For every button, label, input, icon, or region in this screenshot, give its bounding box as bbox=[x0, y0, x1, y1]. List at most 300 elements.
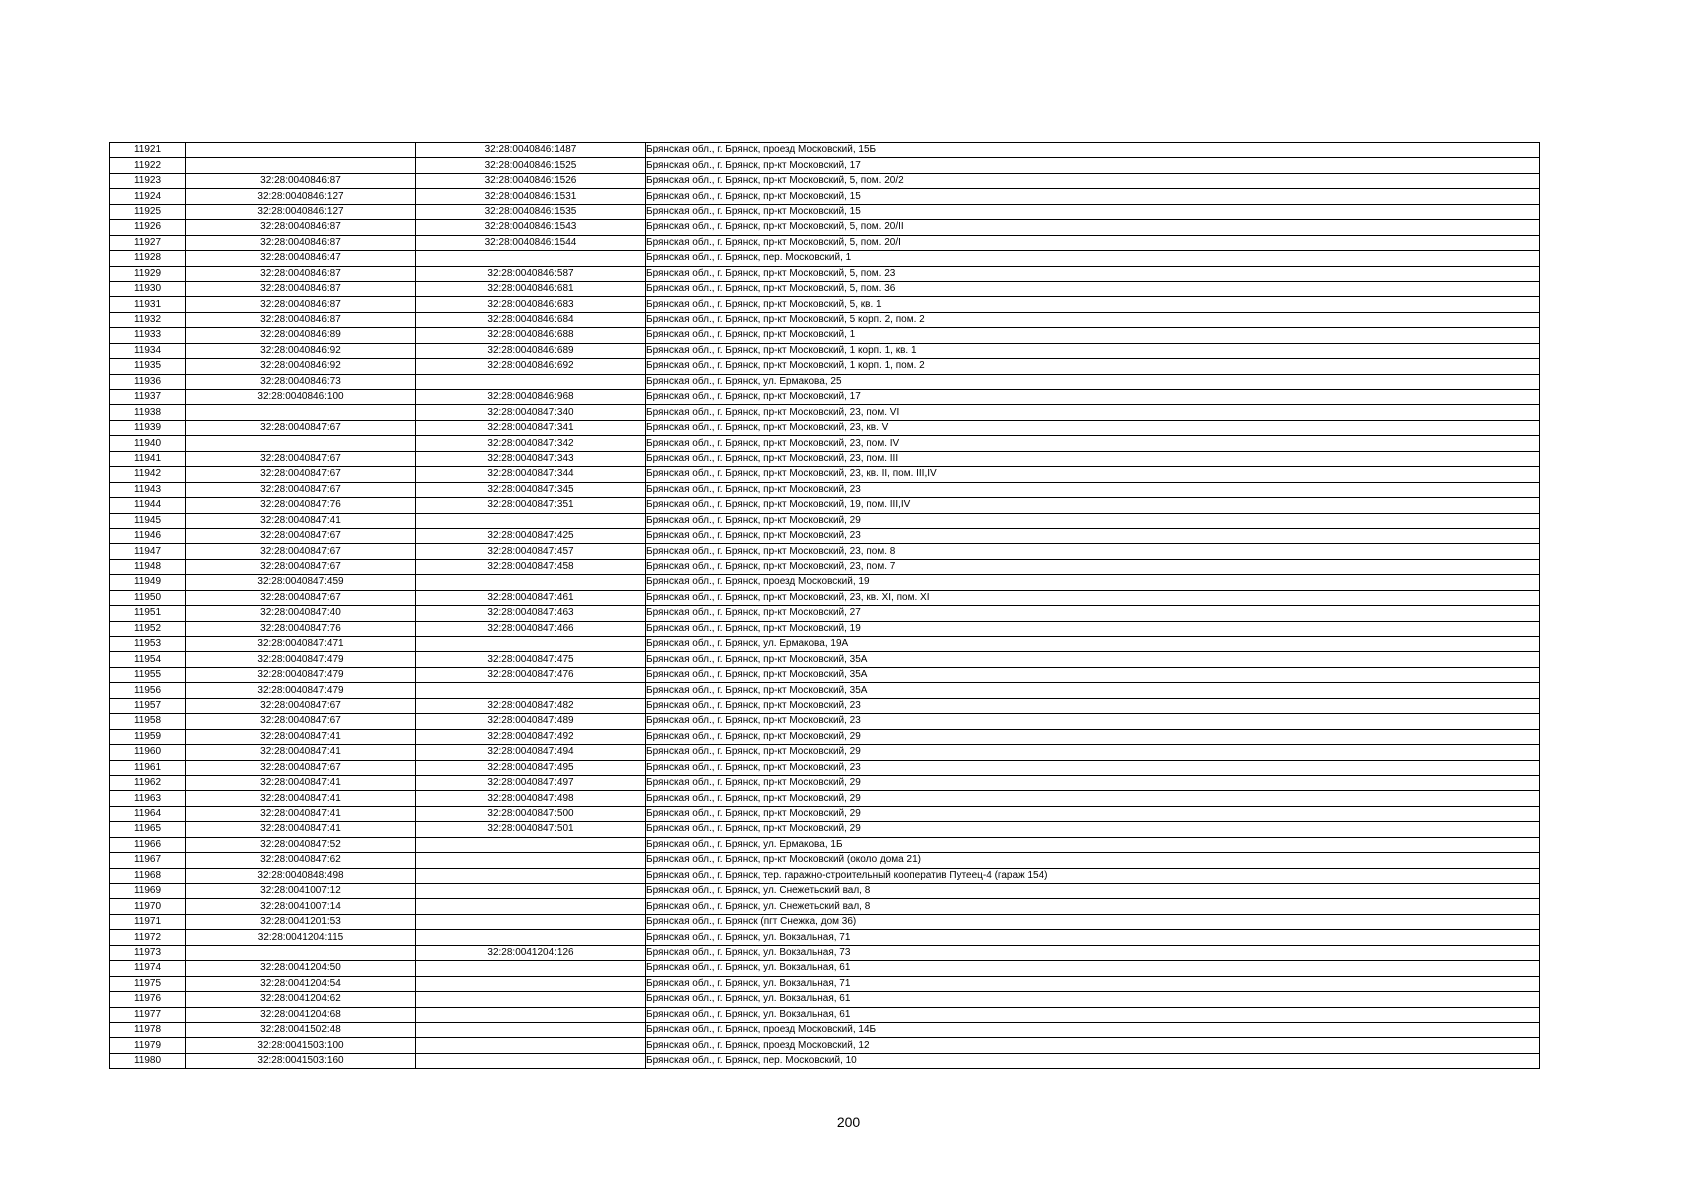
address-cell: Брянская обл., г. Брянск, пр-кт Московский, 23 bbox=[646, 528, 1540, 543]
cadastral-number-cell: 32:28:0040847:62 bbox=[186, 853, 416, 868]
row-number-cell: 11962 bbox=[110, 775, 186, 790]
cadastral-number-cell: 32:28:0040846:127 bbox=[186, 204, 416, 219]
address-cell: Брянская обл., г. Брянск, пр-кт Московский, 17 bbox=[646, 158, 1540, 173]
cadastral-number-cell: 32:28:0040847:459 bbox=[186, 575, 416, 590]
premises-cadastral-number-cell: 32:28:0040846:684 bbox=[416, 312, 646, 327]
cadastral-number-cell: 32:28:0041204:54 bbox=[186, 976, 416, 991]
address-cell: Брянская обл., г. Брянск, пр-кт Московский, 5 корп. 2, пом. 2 bbox=[646, 312, 1540, 327]
row-number-cell: 11944 bbox=[110, 498, 186, 513]
cadastral-number-cell: 32:28:0041502:48 bbox=[186, 1022, 416, 1037]
row-number-cell: 11978 bbox=[110, 1022, 186, 1037]
cadastral-number-cell: 32:28:0040847:67 bbox=[186, 760, 416, 775]
row-number-cell: 11964 bbox=[110, 806, 186, 821]
row-number-cell: 11969 bbox=[110, 884, 186, 899]
address-cell: Брянская обл., г. Брянск, проезд Московский, 14Б bbox=[646, 1022, 1540, 1037]
cadastral-number-cell: 32:28:0040848:498 bbox=[186, 868, 416, 883]
premises-cadastral-number-cell: 32:28:0040847:425 bbox=[416, 528, 646, 543]
table-row bbox=[110, 266, 1540, 281]
cadastral-number-cell: 32:28:0040847:67 bbox=[186, 714, 416, 729]
cadastral-number-cell: 32:28:0040847:67 bbox=[186, 528, 416, 543]
table-row bbox=[110, 621, 1540, 636]
address-cell: Брянская обл., г. Брянск, пр-кт Московский, 23, кв. II, пом. III,IV bbox=[646, 467, 1540, 482]
address-cell: Брянская обл., г. Брянск, пр-кт Московский, 29 bbox=[646, 806, 1540, 821]
table-row bbox=[110, 451, 1540, 466]
table-row bbox=[110, 637, 1540, 652]
table-row bbox=[110, 976, 1540, 991]
row-number-cell: 11952 bbox=[110, 621, 186, 636]
address-cell: Брянская обл., г. Брянск, ул. Вокзальная, 73 bbox=[646, 945, 1540, 960]
row-number-cell: 11932 bbox=[110, 312, 186, 327]
address-cell: Брянская обл., г. Брянск, пер. Московский, 10 bbox=[646, 1053, 1540, 1068]
table-row bbox=[110, 745, 1540, 760]
premises-cadastral-number-cell: 32:28:0040846:1531 bbox=[416, 189, 646, 204]
table-row bbox=[110, 652, 1540, 667]
row-number-cell: 11939 bbox=[110, 420, 186, 435]
cadastral-number-cell bbox=[186, 436, 416, 451]
address-cell: Брянская обл., г. Брянск, пр-кт Московский, 29 bbox=[646, 729, 1540, 744]
row-number-cell: 11934 bbox=[110, 343, 186, 358]
row-number-cell: 11921 bbox=[110, 143, 186, 158]
row-number-cell: 11971 bbox=[110, 914, 186, 929]
cadastral-number-cell: 32:28:0040847:67 bbox=[186, 467, 416, 482]
table-row bbox=[110, 482, 1540, 497]
premises-cadastral-number-cell: 32:28:0040847:345 bbox=[416, 482, 646, 497]
cadastral-number-cell: 32:28:0040846:47 bbox=[186, 251, 416, 266]
address-cell: Брянская обл., г. Брянск, ул. Вокзальная, 61 bbox=[646, 961, 1540, 976]
row-number-cell: 11926 bbox=[110, 220, 186, 235]
row-number-cell: 11979 bbox=[110, 1038, 186, 1053]
premises-cadastral-number-cell: 32:28:0040847:466 bbox=[416, 621, 646, 636]
registry-table-body bbox=[110, 143, 1540, 1069]
row-number-cell: 11977 bbox=[110, 1007, 186, 1022]
cadastral-number-cell: 32:28:0040847:41 bbox=[186, 806, 416, 821]
table-row bbox=[110, 251, 1540, 266]
cadastral-number-cell: 32:28:0041503:160 bbox=[186, 1053, 416, 1068]
cadastral-number-cell: 32:28:0040846:87 bbox=[186, 281, 416, 296]
table-row bbox=[110, 822, 1540, 837]
address-cell: Брянская обл., г. Брянск, пр-кт Московский, 23 bbox=[646, 714, 1540, 729]
cadastral-number-cell: 32:28:0040847:41 bbox=[186, 729, 416, 744]
table-row bbox=[110, 143, 1540, 158]
table-row bbox=[110, 775, 1540, 790]
premises-cadastral-number-cell: 32:28:0040846:688 bbox=[416, 328, 646, 343]
cadastral-number-cell: 32:28:0040846:89 bbox=[186, 328, 416, 343]
table-row bbox=[110, 837, 1540, 852]
table-row bbox=[110, 467, 1540, 482]
address-cell: Брянская обл., г. Брянск, проезд Московский, 15Б bbox=[646, 143, 1540, 158]
table-row bbox=[110, 204, 1540, 219]
premises-cadastral-number-cell bbox=[416, 837, 646, 852]
address-cell: Брянская обл., г. Брянск, пр-кт Московский, 5, пом. 23 bbox=[646, 266, 1540, 281]
row-number-cell: 11974 bbox=[110, 961, 186, 976]
premises-cadastral-number-cell: 32:28:0040847:475 bbox=[416, 652, 646, 667]
cadastral-number-cell bbox=[186, 158, 416, 173]
premises-cadastral-number-cell: 32:28:0040846:968 bbox=[416, 390, 646, 405]
table-row bbox=[110, 158, 1540, 173]
cadastral-number-cell: 32:28:0040847:52 bbox=[186, 837, 416, 852]
row-number-cell: 11980 bbox=[110, 1053, 186, 1068]
address-cell: Брянская обл., г. Брянск, пр-кт Московский, 23 bbox=[646, 760, 1540, 775]
premises-cadastral-number-cell bbox=[416, 637, 646, 652]
cadastral-number-cell bbox=[186, 405, 416, 420]
premises-cadastral-number-cell bbox=[416, 976, 646, 991]
row-number-cell: 11972 bbox=[110, 930, 186, 945]
cadastral-number-cell: 32:28:0040847:41 bbox=[186, 791, 416, 806]
address-cell: Брянская обл., г. Брянск, ул. Ермакова, 25 bbox=[646, 374, 1540, 389]
row-number-cell: 11953 bbox=[110, 637, 186, 652]
table-row bbox=[110, 683, 1540, 698]
row-number-cell: 11924 bbox=[110, 189, 186, 204]
address-cell: Брянская обл., г. Брянск, пр-кт Московский, 1 bbox=[646, 328, 1540, 343]
cadastral-number-cell: 32:28:0040847:67 bbox=[186, 590, 416, 605]
premises-cadastral-number-cell bbox=[416, 1007, 646, 1022]
premises-cadastral-number-cell: 32:28:0040847:501 bbox=[416, 822, 646, 837]
cadastral-number-cell bbox=[186, 143, 416, 158]
row-number-cell: 11941 bbox=[110, 451, 186, 466]
cadastral-number-cell: 32:28:0040846:73 bbox=[186, 374, 416, 389]
row-number-cell: 11931 bbox=[110, 297, 186, 312]
table-row bbox=[110, 1022, 1540, 1037]
row-number-cell: 11948 bbox=[110, 559, 186, 574]
premises-cadastral-number-cell: 32:28:0040847:340 bbox=[416, 405, 646, 420]
table-row bbox=[110, 667, 1540, 682]
address-cell: Брянская обл., г. Брянск, пр-кт Московский, 23, пом. IV bbox=[646, 436, 1540, 451]
row-number-cell: 11951 bbox=[110, 606, 186, 621]
page-number: 200 bbox=[836, 1114, 861, 1130]
table-row bbox=[110, 961, 1540, 976]
table-row bbox=[110, 992, 1540, 1007]
row-number-cell: 11942 bbox=[110, 467, 186, 482]
row-number-cell: 11966 bbox=[110, 837, 186, 852]
premises-cadastral-number-cell: 32:28:0040847:344 bbox=[416, 467, 646, 482]
premises-cadastral-number-cell: 32:28:0040846:1544 bbox=[416, 235, 646, 250]
premises-cadastral-number-cell: 32:28:0040846:681 bbox=[416, 281, 646, 296]
address-cell: Брянская обл., г. Брянск, пр-кт Московский, 29 bbox=[646, 822, 1540, 837]
premises-cadastral-number-cell: 32:28:0040847:498 bbox=[416, 791, 646, 806]
address-cell: Брянская обл., г. Брянск, ул. Вокзальная, 71 bbox=[646, 930, 1540, 945]
row-number-cell: 11959 bbox=[110, 729, 186, 744]
premises-cadastral-number-cell: 32:28:0040846:692 bbox=[416, 359, 646, 374]
address-cell: Брянская обл., г. Брянск, пр-кт Московский, 5, пом. 20/I bbox=[646, 235, 1540, 250]
address-cell: Брянская обл., г. Брянск, пр-кт Московский, 5, пом. 36 bbox=[646, 281, 1540, 296]
table-row bbox=[110, 760, 1540, 775]
cadastral-number-cell: 32:28:0040847:40 bbox=[186, 606, 416, 621]
row-number-cell: 11963 bbox=[110, 791, 186, 806]
table-row bbox=[110, 853, 1540, 868]
cadastral-number-cell: 32:28:0041204:50 bbox=[186, 961, 416, 976]
premises-cadastral-number-cell bbox=[416, 992, 646, 1007]
premises-cadastral-number-cell: 32:28:0040847:457 bbox=[416, 544, 646, 559]
row-number-cell: 11937 bbox=[110, 390, 186, 405]
table-row bbox=[110, 590, 1540, 605]
address-cell: Брянская обл., г. Брянск, пр-кт Московский, 35А bbox=[646, 683, 1540, 698]
table-row bbox=[110, 420, 1540, 435]
premises-cadastral-number-cell: 32:28:0040847:343 bbox=[416, 451, 646, 466]
cadastral-number-cell: 32:28:0041007:12 bbox=[186, 884, 416, 899]
cadastral-number-cell: 32:28:0040847:67 bbox=[186, 544, 416, 559]
row-number-cell: 11940 bbox=[110, 436, 186, 451]
table-row bbox=[110, 513, 1540, 528]
premises-cadastral-number-cell bbox=[416, 251, 646, 266]
row-number-cell: 11954 bbox=[110, 652, 186, 667]
cadastral-number-cell: 32:28:0041204:62 bbox=[186, 992, 416, 1007]
address-cell: Брянская обл., г. Брянск, пр-кт Московский, 15 bbox=[646, 204, 1540, 219]
row-number-cell: 11960 bbox=[110, 745, 186, 760]
table-row bbox=[110, 528, 1540, 543]
table-row bbox=[110, 235, 1540, 250]
address-cell: Брянская обл., г. Брянск, пр-кт Московский, 29 bbox=[646, 775, 1540, 790]
cadastral-number-cell: 32:28:0040847:471 bbox=[186, 637, 416, 652]
table-row bbox=[110, 1007, 1540, 1022]
address-cell: Брянская обл., г. Брянск, пр-кт Московский, 23, пом. III bbox=[646, 451, 1540, 466]
cadastral-number-cell bbox=[186, 945, 416, 960]
row-number-cell: 11933 bbox=[110, 328, 186, 343]
row-number-cell: 11975 bbox=[110, 976, 186, 991]
premises-cadastral-number-cell bbox=[416, 868, 646, 883]
row-number-cell: 11928 bbox=[110, 251, 186, 266]
premises-cadastral-number-cell: 32:28:0040846:1535 bbox=[416, 204, 646, 219]
cadastral-number-cell: 32:28:0040846:87 bbox=[186, 297, 416, 312]
row-number-cell: 11950 bbox=[110, 590, 186, 605]
premises-cadastral-number-cell bbox=[416, 1022, 646, 1037]
row-number-cell: 11968 bbox=[110, 868, 186, 883]
row-number-cell: 11976 bbox=[110, 992, 186, 1007]
table-row bbox=[110, 544, 1540, 559]
table-row bbox=[110, 405, 1540, 420]
cadastral-number-cell: 32:28:0040846:87 bbox=[186, 266, 416, 281]
cadastral-number-cell: 32:28:0040847:67 bbox=[186, 559, 416, 574]
row-number-cell: 11929 bbox=[110, 266, 186, 281]
table-row bbox=[110, 328, 1540, 343]
address-cell: Брянская обл., г. Брянск, пр-кт Московский, 29 bbox=[646, 513, 1540, 528]
premises-cadastral-number-cell bbox=[416, 930, 646, 945]
registry-table bbox=[109, 142, 1540, 1069]
address-cell: Брянская обл., г. Брянск, пр-кт Московский, 35А bbox=[646, 652, 1540, 667]
premises-cadastral-number-cell: 32:28:0040846:683 bbox=[416, 297, 646, 312]
address-cell: Брянская обл., г. Брянск, пр-кт Московский, 23, кв. XI, пом. XI bbox=[646, 590, 1540, 605]
table-row bbox=[110, 868, 1540, 883]
premises-cadastral-number-cell bbox=[416, 853, 646, 868]
premises-cadastral-number-cell: 32:28:0040847:458 bbox=[416, 559, 646, 574]
cadastral-number-cell: 32:28:0040846:100 bbox=[186, 390, 416, 405]
address-cell: Брянская обл., г. Брянск, пр-кт Московский, 29 bbox=[646, 791, 1540, 806]
row-number-cell: 11970 bbox=[110, 899, 186, 914]
premises-cadastral-number-cell bbox=[416, 914, 646, 929]
address-cell: Брянская обл., г. Брянск, пр-кт Московский, 23 bbox=[646, 698, 1540, 713]
row-number-cell: 11923 bbox=[110, 173, 186, 188]
premises-cadastral-number-cell: 32:28:0040846:689 bbox=[416, 343, 646, 358]
cadastral-number-cell: 32:28:0040847:67 bbox=[186, 420, 416, 435]
cadastral-number-cell: 32:28:0040847:479 bbox=[186, 667, 416, 682]
premises-cadastral-number-cell bbox=[416, 575, 646, 590]
row-number-cell: 11958 bbox=[110, 714, 186, 729]
premises-cadastral-number-cell: 32:28:0040847:489 bbox=[416, 714, 646, 729]
cadastral-number-cell: 32:28:0040846:87 bbox=[186, 312, 416, 327]
cadastral-number-cell: 32:28:0040846:87 bbox=[186, 173, 416, 188]
address-cell: Брянская обл., г. Брянск, ул. Снежетьский вал, 8 bbox=[646, 899, 1540, 914]
address-cell: Брянская обл., г. Брянск, пр-кт Московский, 23, пом. 7 bbox=[646, 559, 1540, 574]
table-row bbox=[110, 559, 1540, 574]
premises-cadastral-number-cell bbox=[416, 961, 646, 976]
table-row bbox=[110, 436, 1540, 451]
row-number-cell: 11965 bbox=[110, 822, 186, 837]
cadastral-number-cell: 32:28:0040847:67 bbox=[186, 482, 416, 497]
premises-cadastral-number-cell: 32:28:0040847:463 bbox=[416, 606, 646, 621]
table-row bbox=[110, 498, 1540, 513]
table-row bbox=[110, 806, 1540, 821]
address-cell: Брянская обл., г. Брянск, ул. Вокзальная, 61 bbox=[646, 1007, 1540, 1022]
table-row bbox=[110, 714, 1540, 729]
premises-cadastral-number-cell bbox=[416, 513, 646, 528]
table-row bbox=[110, 390, 1540, 405]
table-row bbox=[110, 945, 1540, 960]
address-cell: Брянская обл., г. Брянск, пр-кт Московский, 35А bbox=[646, 667, 1540, 682]
address-cell: Брянская обл., г. Брянск, пр-кт Московский, 1 корп. 1, кв. 1 bbox=[646, 343, 1540, 358]
row-number-cell: 11961 bbox=[110, 760, 186, 775]
premises-cadastral-number-cell: 32:28:0040847:495 bbox=[416, 760, 646, 775]
row-number-cell: 11946 bbox=[110, 528, 186, 543]
cadastral-number-cell: 32:28:0040846:92 bbox=[186, 343, 416, 358]
row-number-cell: 11927 bbox=[110, 235, 186, 250]
row-number-cell: 11967 bbox=[110, 853, 186, 868]
row-number-cell: 11943 bbox=[110, 482, 186, 497]
row-number-cell: 11973 bbox=[110, 945, 186, 960]
premises-cadastral-number-cell: 32:28:0040847:500 bbox=[416, 806, 646, 821]
premises-cadastral-number-cell: 32:28:0040846:1525 bbox=[416, 158, 646, 173]
address-cell: Брянская обл., г. Брянск, пр-кт Московский, 19, пом. III,IV bbox=[646, 498, 1540, 513]
premises-cadastral-number-cell: 32:28:0040846:1543 bbox=[416, 220, 646, 235]
premises-cadastral-number-cell: 32:28:0040847:497 bbox=[416, 775, 646, 790]
premises-cadastral-number-cell bbox=[416, 899, 646, 914]
table-row bbox=[110, 729, 1540, 744]
address-cell: Брянская обл., г. Брянск, пр-кт Московский, 27 bbox=[646, 606, 1540, 621]
table-row bbox=[110, 374, 1540, 389]
cadastral-number-cell: 32:28:0040846:127 bbox=[186, 189, 416, 204]
premises-cadastral-number-cell: 32:28:0040847:482 bbox=[416, 698, 646, 713]
table-row bbox=[110, 899, 1540, 914]
row-number-cell: 11936 bbox=[110, 374, 186, 389]
cadastral-number-cell: 32:28:0040846:87 bbox=[186, 235, 416, 250]
address-cell: Брянская обл., г. Брянск, проезд Московский, 12 bbox=[646, 1038, 1540, 1053]
table-row bbox=[110, 698, 1540, 713]
cadastral-number-cell: 32:28:0040846:92 bbox=[186, 359, 416, 374]
row-number-cell: 11930 bbox=[110, 281, 186, 296]
cadastral-number-cell: 32:28:0040847:76 bbox=[186, 621, 416, 636]
premises-cadastral-number-cell: 32:28:0040846:1526 bbox=[416, 173, 646, 188]
address-cell: Брянская обл., г. Брянск (пгт Снежка, дом 36) bbox=[646, 914, 1540, 929]
cadastral-number-cell: 32:28:0040847:67 bbox=[186, 698, 416, 713]
address-cell: Брянская обл., г. Брянск, пер. Московский, 1 bbox=[646, 251, 1540, 266]
premises-cadastral-number-cell: 32:28:0040847:342 bbox=[416, 436, 646, 451]
address-cell: Брянская обл., г. Брянск, пр-кт Московский, 5, кв. 1 bbox=[646, 297, 1540, 312]
premises-cadastral-number-cell: 32:28:0040847:494 bbox=[416, 745, 646, 760]
address-cell: Брянская обл., г. Брянск, ул. Вокзальная, 61 bbox=[646, 992, 1540, 1007]
table-row bbox=[110, 930, 1540, 945]
row-number-cell: 11957 bbox=[110, 698, 186, 713]
address-cell: Брянская обл., г. Брянск, пр-кт Московский, 29 bbox=[646, 745, 1540, 760]
cadastral-number-cell: 32:28:0040847:41 bbox=[186, 745, 416, 760]
premises-cadastral-number-cell: 32:28:0040847:461 bbox=[416, 590, 646, 605]
cadastral-number-cell: 32:28:0040847:479 bbox=[186, 683, 416, 698]
premises-cadastral-number-cell: 32:28:0041204:126 bbox=[416, 945, 646, 960]
cadastral-number-cell: 32:28:0040847:41 bbox=[186, 822, 416, 837]
premises-cadastral-number-cell: 32:28:0040847:476 bbox=[416, 667, 646, 682]
cadastral-number-cell: 32:28:0041204:115 bbox=[186, 930, 416, 945]
cadastral-number-cell: 32:28:0041201:53 bbox=[186, 914, 416, 929]
address-cell: Брянская обл., г. Брянск, пр-кт Московский, 19 bbox=[646, 621, 1540, 636]
row-number-cell: 11945 bbox=[110, 513, 186, 528]
table-row bbox=[110, 791, 1540, 806]
address-cell: Брянская обл., г. Брянск, пр-кт Московский, 23, пом. 8 bbox=[646, 544, 1540, 559]
premises-cadastral-number-cell: 32:28:0040847:341 bbox=[416, 420, 646, 435]
premises-cadastral-number-cell: 32:28:0040846:1487 bbox=[416, 143, 646, 158]
row-number-cell: 11925 bbox=[110, 204, 186, 219]
row-number-cell: 11938 bbox=[110, 405, 186, 420]
address-cell: Брянская обл., г. Брянск, пр-кт Московский, 17 bbox=[646, 390, 1540, 405]
premises-cadastral-number-cell bbox=[416, 1053, 646, 1068]
address-cell: Брянская обл., г. Брянск, пр-кт Московский (около дома 21) bbox=[646, 853, 1540, 868]
row-number-cell: 11955 bbox=[110, 667, 186, 682]
cadastral-number-cell: 32:28:0040847:41 bbox=[186, 775, 416, 790]
premises-cadastral-number-cell bbox=[416, 374, 646, 389]
row-number-cell: 11947 bbox=[110, 544, 186, 559]
table-row bbox=[110, 281, 1540, 296]
address-cell: Брянская обл., г. Брянск, пр-кт Московский, 23, кв. V bbox=[646, 420, 1540, 435]
address-cell: Брянская обл., г. Брянск, тер. гаражно-строительный кооператив Путеец-4 (гараж 154) bbox=[646, 868, 1540, 883]
cadastral-number-cell: 32:28:0041503:100 bbox=[186, 1038, 416, 1053]
table-row bbox=[110, 1053, 1540, 1068]
premises-cadastral-number-cell: 32:28:0040847:351 bbox=[416, 498, 646, 513]
cadastral-number-cell: 32:28:0040847:67 bbox=[186, 451, 416, 466]
table-row bbox=[110, 173, 1540, 188]
table-row bbox=[110, 220, 1540, 235]
row-number-cell: 11935 bbox=[110, 359, 186, 374]
premises-cadastral-number-cell: 32:28:0040846:587 bbox=[416, 266, 646, 281]
cadastral-number-cell: 32:28:0040847:479 bbox=[186, 652, 416, 667]
cadastral-number-cell: 32:28:0040846:87 bbox=[186, 220, 416, 235]
table-row bbox=[110, 312, 1540, 327]
premises-cadastral-number-cell bbox=[416, 884, 646, 899]
table-row bbox=[110, 343, 1540, 358]
premises-cadastral-number-cell bbox=[416, 1038, 646, 1053]
address-cell: Брянская обл., г. Брянск, ул. Вокзальная, 71 bbox=[646, 976, 1540, 991]
address-cell: Брянская обл., г. Брянск, проезд Московский, 19 bbox=[646, 575, 1540, 590]
row-number-cell: 11956 bbox=[110, 683, 186, 698]
table-row bbox=[110, 297, 1540, 312]
address-cell: Брянская обл., г. Брянск, ул. Ермакова, 19А bbox=[646, 637, 1540, 652]
table-row bbox=[110, 914, 1540, 929]
table-row bbox=[110, 1038, 1540, 1053]
address-cell: Брянская обл., г. Брянск, ул. Снежетьский вал, 8 bbox=[646, 884, 1540, 899]
address-cell: Брянская обл., г. Брянск, пр-кт Московский, 23, пом. VI bbox=[646, 405, 1540, 420]
cadastral-number-cell: 32:28:0040847:41 bbox=[186, 513, 416, 528]
address-cell: Брянская обл., г. Брянск, пр-кт Московский, 1 корп. 1, пом. 2 bbox=[646, 359, 1540, 374]
table-row bbox=[110, 884, 1540, 899]
row-number-cell: 11922 bbox=[110, 158, 186, 173]
address-cell: Брянская обл., г. Брянск, пр-кт Московский, 23 bbox=[646, 482, 1540, 497]
cadastral-number-cell: 32:28:0041204:68 bbox=[186, 1007, 416, 1022]
address-cell: Брянская обл., г. Брянск, ул. Ермакова, 1Б bbox=[646, 837, 1540, 852]
table-row bbox=[110, 189, 1540, 204]
premises-cadastral-number-cell: 32:28:0040847:492 bbox=[416, 729, 646, 744]
cadastral-number-cell: 32:28:0040847:76 bbox=[186, 498, 416, 513]
table-row bbox=[110, 359, 1540, 374]
address-cell: Брянская обл., г. Брянск, пр-кт Московский, 5, пом. 20/2 bbox=[646, 173, 1540, 188]
row-number-cell: 11949 bbox=[110, 575, 186, 590]
premises-cadastral-number-cell bbox=[416, 683, 646, 698]
table-row bbox=[110, 575, 1540, 590]
cadastral-number-cell: 32:28:0041007:14 bbox=[186, 899, 416, 914]
